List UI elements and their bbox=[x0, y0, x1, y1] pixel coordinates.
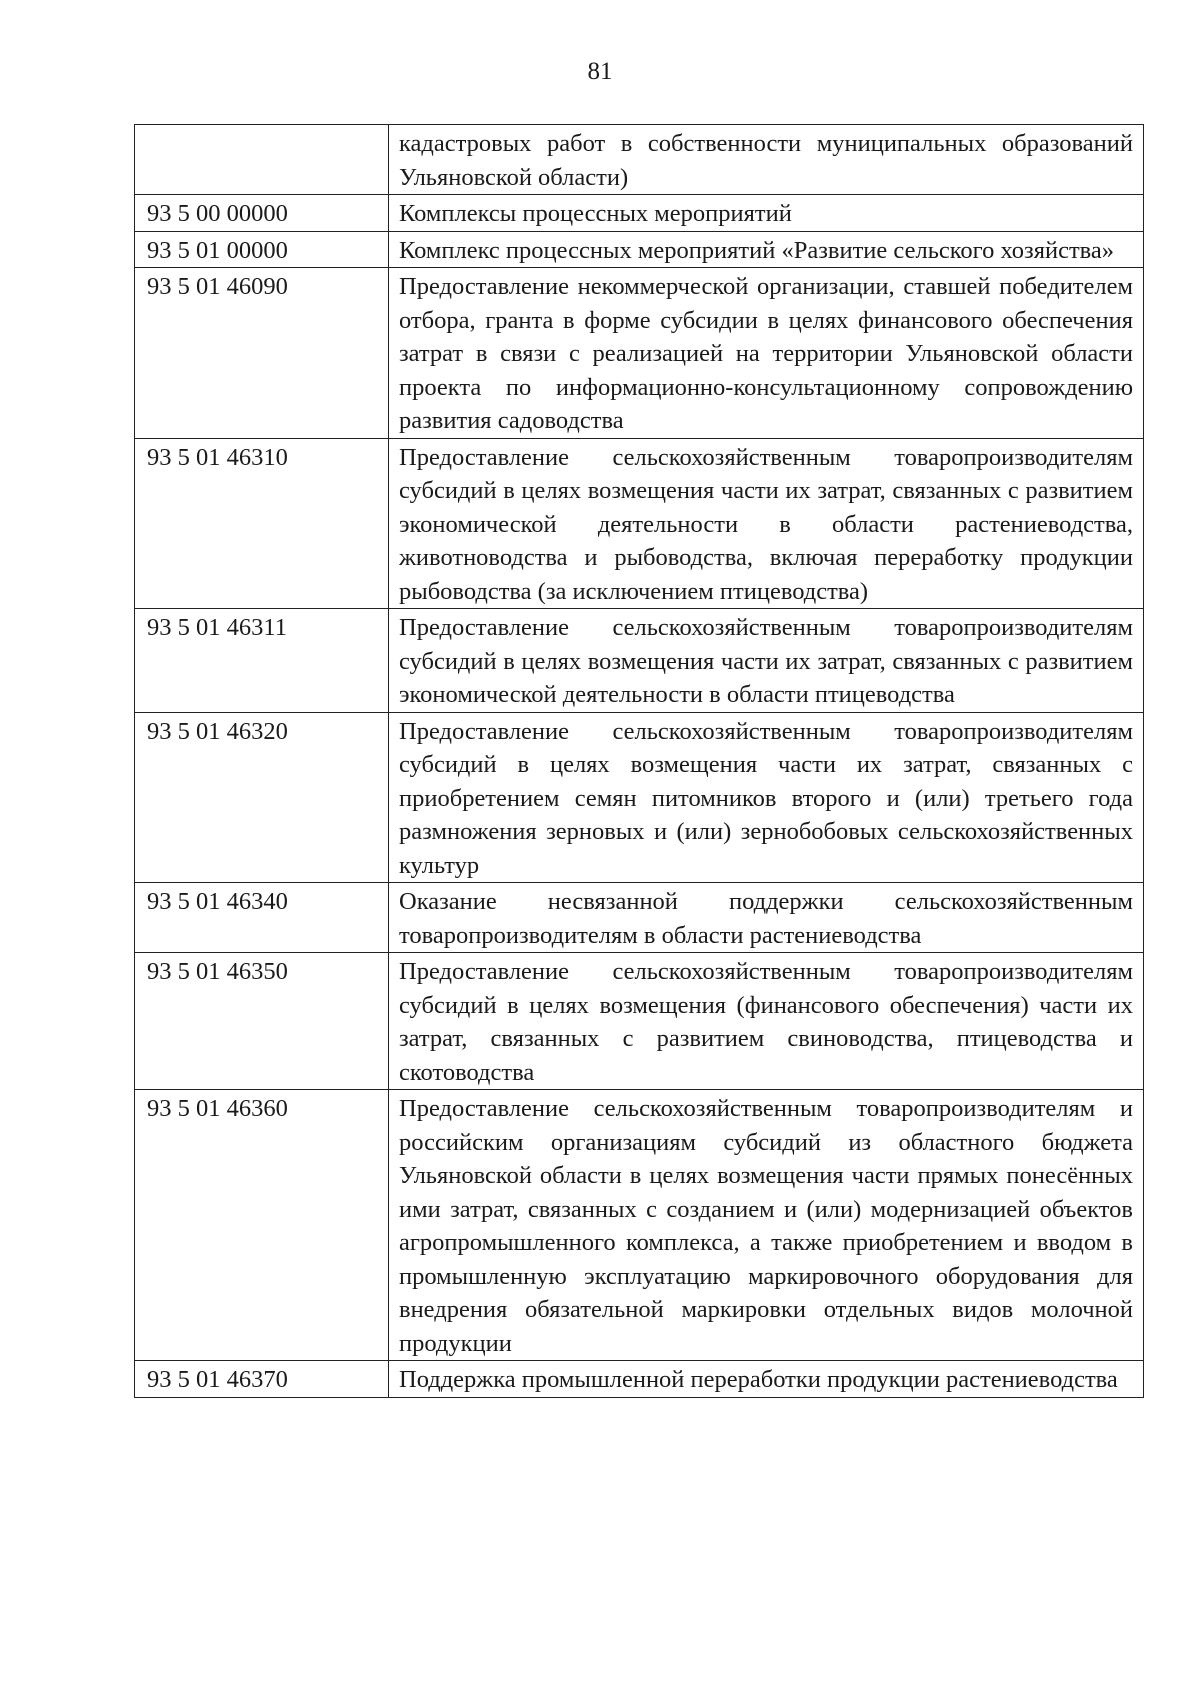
code-cell: 93 5 00 00000 bbox=[135, 195, 389, 232]
code-cell: 93 5 01 46350 bbox=[135, 953, 389, 1090]
description-cell: Предоставление сельскохозяйственным товаропроизводителям субсидий в целях возмещения (финансового обеспечения) части их затрат, связанных с развитием свиноводства, птицеводства и скотоводства bbox=[389, 953, 1144, 1090]
code-cell: 93 5 01 46311 bbox=[135, 609, 389, 713]
description-cell: Предоставление сельскохозяйственным товаропроизводителям и российским организациям субсидий из областного бюджета Ульяновской области в целях возмещения части прямых понесённых ими затрат, связанных с созданием и (или) модернизацией объектов агропромышленного комплекса, а также приобретением и вводом в промышленную эксплуатацию маркировочного оборудования для внедрения обязательной маркировки отдельных видов молочной продукции bbox=[389, 1090, 1144, 1361]
table-row bbox=[135, 268, 1144, 439]
description-cell: Предоставление сельскохозяйственным товаропроизводителям субсидий в целях возмещения части их затрат, связанных с развитием экономической деятельности в области растениеводства, животноводства и рыбоводства, включая переработку продукции рыбоводства (за исключением птицеводства) bbox=[389, 438, 1144, 609]
description-cell: Комплекс процессных мероприятий «Развитие сельского хозяйства» bbox=[389, 231, 1144, 268]
code-cell: 93 5 01 46360 bbox=[135, 1090, 389, 1361]
table-row bbox=[135, 438, 1144, 609]
description-cell: Поддержка промышленной переработки продукции растениеводства bbox=[389, 1361, 1144, 1398]
description-cell: Предоставление некоммерческой организации, ставшей победителем отбора, гранта в форме субсидии в целях финансового обеспечения затрат в связи с реализацией на территории Ульяновской области проекта по информационно-консультационному сопровождению развития садоводства bbox=[389, 268, 1144, 439]
code-cell: 93 5 01 00000 bbox=[135, 231, 389, 268]
description-cell: кадастровых работ в собственности муниципальных образований Ульяновской области) bbox=[389, 125, 1144, 195]
code-cell: 93 5 01 46370 bbox=[135, 1361, 389, 1398]
description-cell: Предоставление сельскохозяйственным товаропроизводителям субсидий в целях возмещения части их затрат, связанных с приобретением семян питомников второго и (или) третьего года размножения зерновых и (или) зернобобовых сельскохозяйственных культур bbox=[389, 712, 1144, 883]
table-row bbox=[135, 231, 1144, 268]
description-cell: Комплексы процессных мероприятий bbox=[389, 195, 1144, 232]
table-row bbox=[135, 125, 1144, 195]
table-row bbox=[135, 1361, 1144, 1398]
page-number: 81 bbox=[587, 58, 613, 85]
table-row bbox=[135, 953, 1144, 1090]
code-cell: 93 5 01 46310 bbox=[135, 438, 389, 609]
table-row bbox=[135, 883, 1144, 953]
table-row bbox=[135, 195, 1144, 232]
code-cell: 93 5 01 46340 bbox=[135, 883, 389, 953]
table-row bbox=[135, 609, 1144, 713]
code-cell: 93 5 01 46320 bbox=[135, 712, 389, 883]
table-row bbox=[135, 712, 1144, 883]
code-cell: 93 5 01 46090 bbox=[135, 268, 389, 439]
budget-classification-table bbox=[134, 124, 1144, 1398]
code-cell bbox=[135, 125, 389, 195]
description-cell: Предоставление сельскохозяйственным товаропроизводителям субсидий в целях возмещения части их затрат, связанных с развитием экономической деятельности в области птицеводства bbox=[389, 609, 1144, 713]
table-row bbox=[135, 1090, 1144, 1361]
description-cell: Оказание несвязанной поддержки сельскохозяйственным товаропроизводителям в области растениеводства bbox=[389, 883, 1144, 953]
